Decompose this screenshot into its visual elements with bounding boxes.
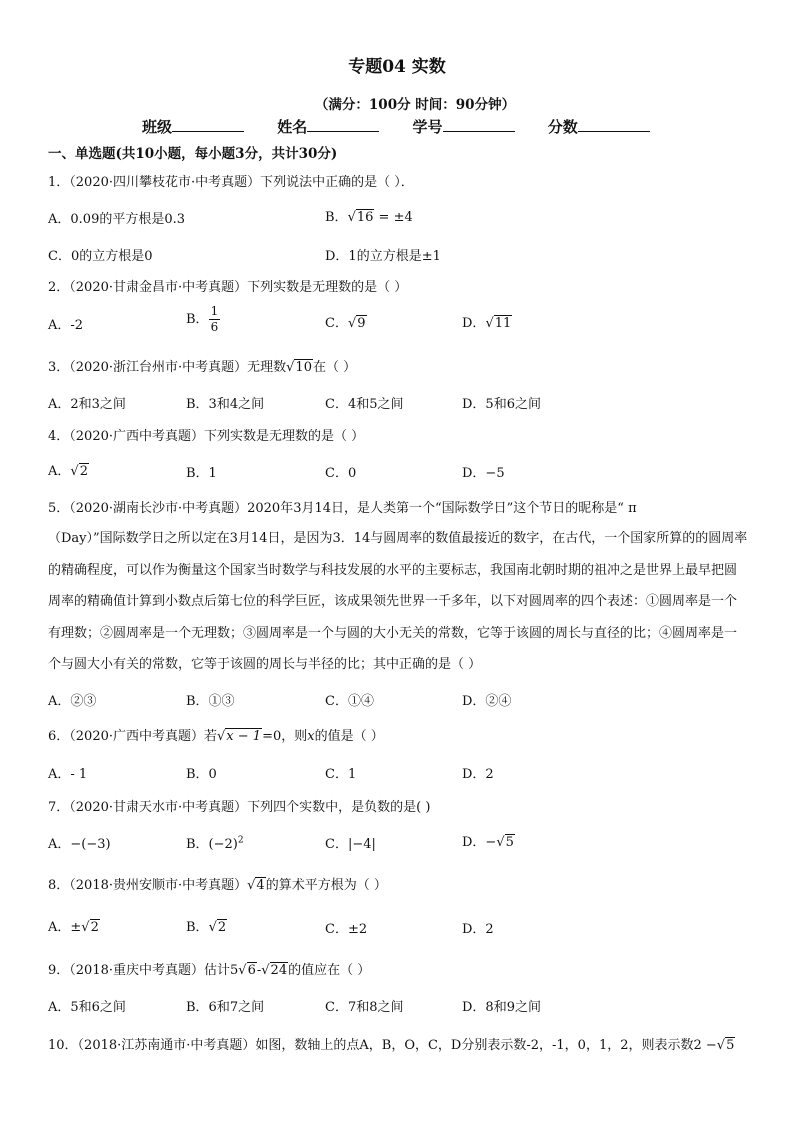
question-5-option-d: D．②④	[462, 694, 512, 709]
question-5-option-c: C．①④	[325, 694, 374, 709]
question-4-option-a: A．√2	[48, 464, 88, 479]
question-8-stem: 8．（2018·贵州安顺市·中考真题）√4的算术平方根为（ ）	[48, 878, 387, 893]
question-10-stem: 10．（2018·江苏南通市·中考真题）如图，数轴上的点A，B，O，C，D分别表示数-2，-1，0，1，2，则表示数2 −√5	[48, 1038, 735, 1053]
page-subtitle: （满分：100分 时间：90分钟）	[314, 97, 516, 113]
sqrt-symbol: √9	[347, 316, 366, 331]
class-field[interactable]: 班级	[142, 116, 244, 137]
sqrt-symbol: √16	[347, 210, 374, 225]
question-3-option-c: C．4和5之间	[325, 397, 404, 412]
question-5-option-a: A．②③	[48, 694, 97, 709]
sqrt-symbol: √2	[81, 920, 99, 935]
question-2-option-c: C．√9	[325, 316, 366, 331]
question-6-option-b: B．0	[186, 767, 217, 782]
question-1-stem: 1．（2020·四川攀枝花市·中考真题）下列说法中正确的是（ ）．	[48, 175, 414, 190]
question-5-stem-line1: 5．（2020·湖南长沙市·中考真题）2020年3月14日，是人类第一个“国际数学日”这个节日的昵称是“ π	[48, 501, 637, 516]
question-7-option-a: A．−(−3)	[48, 837, 111, 852]
question-1-option-b: B．√16 = ±4	[325, 210, 413, 225]
sqrt-symbol: √6	[238, 963, 256, 978]
question-3-option-a: A．2和3之间	[48, 397, 126, 412]
question-1-option-c: C．0的立方根是0	[48, 249, 153, 264]
question-9-option-b: B．6和7之间	[186, 1000, 265, 1015]
question-5-option-b: B．①③	[186, 694, 235, 709]
question-9-option-c: C．7和8之间	[325, 1000, 404, 1015]
question-6-stem: 6．（2020·广西中考真题）若√x − 1=0，则x的值是（ ）	[48, 729, 384, 744]
question-2-option-a: A．-2	[48, 318, 84, 333]
question-9-option-a: A．5和6之间	[48, 1000, 126, 1015]
question-7-option-d: D．−√5	[462, 835, 514, 850]
sqrt-symbol: √5	[716, 1038, 735, 1053]
question-6-option-a: A．- 1	[48, 767, 88, 782]
sqrt-symbol: √11	[485, 316, 512, 331]
question-7-stem: 7．（2020·甘肃天水市·中考真题）下列四个实数中，是负数的是( )	[48, 800, 431, 815]
question-4-option-b: B．1	[186, 466, 217, 481]
question-9-option-d: D．8和9之间	[462, 1000, 541, 1015]
section-heading: 一、单选题(共10小题，每小题3分，共计30分)	[48, 146, 338, 162]
question-5-stem-body: （Day）”国际数学日之所以定在3月14日，是因为3．14与圆周率的数值最接近的数字，在古代，一个国家所算的的圆周率的精确程度，可以作为衡量这个国家当时数学与科技发展的水平的主要标志，我国南北朝时期的祖冲之是世界上最早把圆周率的精确值计算到小数点后第七位的科学巨匠，该成果领先世界一千多年，以下对圆周率的四个表述：①圆周率是一个有理数；②圆周率是一个无理数；③圆周率是一个与圆的大小无关的常数，它等于该圆的周长与直径的比；④圆周率是一个与圆大小有关的常数，它等于该圆的周长与半径的比；其中正确的是（ ）	[48, 531, 748, 672]
question-8-option-a: A．±√2	[48, 920, 99, 935]
question-7-option-c: C．|−4|	[325, 837, 376, 852]
sqrt-symbol: √10	[286, 360, 312, 375]
question-6-option-d: D．2	[462, 767, 494, 782]
question-2-option-d: D．√11	[462, 316, 512, 331]
question-4-stem: 4．（2020·广西中考真题）下列实数是无理数的是（ ）	[48, 429, 365, 444]
question-8-option-c: C．±2	[325, 922, 368, 937]
question-4-option-d: D．−5	[462, 466, 505, 481]
question-2-option-b: B． $\frac{1}{6}$	[186, 304, 219, 334]
sqrt-symbol: √24	[261, 963, 288, 978]
fraction: $\frac{1}{6}$	[210, 304, 219, 334]
question-7-option-b: B．$(-2)^2$	[186, 835, 244, 852]
question-9-stem: 9．（2018·重庆中考真题）估计5√6-√24的值应在（ ）	[48, 963, 371, 978]
question-3-option-d: D．5和6之间	[462, 397, 541, 412]
question-6-option-c: C．1	[325, 767, 357, 782]
page-title: 专题04 实数	[348, 57, 446, 77]
question-1-option-a: A．0.09的平方根是0.3	[48, 212, 186, 227]
sqrt-symbol: √2	[70, 464, 88, 479]
question-8-option-b: B．√2	[186, 920, 227, 935]
question-3-stem: 3．（2020·浙江台州市·中考真题）无理数√10在（ ）	[48, 360, 357, 375]
question-4-option-c: C．0	[325, 466, 357, 481]
score-field[interactable]: 分数	[548, 116, 650, 137]
name-field[interactable]: 姓名	[277, 116, 379, 137]
question-3-option-b: B．3和4之间	[186, 397, 265, 412]
student-id-field[interactable]: 学号	[413, 116, 515, 137]
question-1-option-d: D．1的立方根是±1	[325, 249, 441, 264]
question-2-stem: 2．（2020·甘肃金昌市·中考真题）下列实数是无理数的是（ ）	[48, 280, 408, 295]
sqrt-symbol: √2	[208, 920, 227, 935]
sqrt-symbol: √4	[247, 878, 265, 893]
sqrt-symbol: √x − 1	[217, 729, 262, 744]
student-info-fields	[142, 116, 678, 137]
sqrt-symbol: √5	[496, 835, 514, 850]
question-8-option-d: D．2	[462, 922, 494, 937]
